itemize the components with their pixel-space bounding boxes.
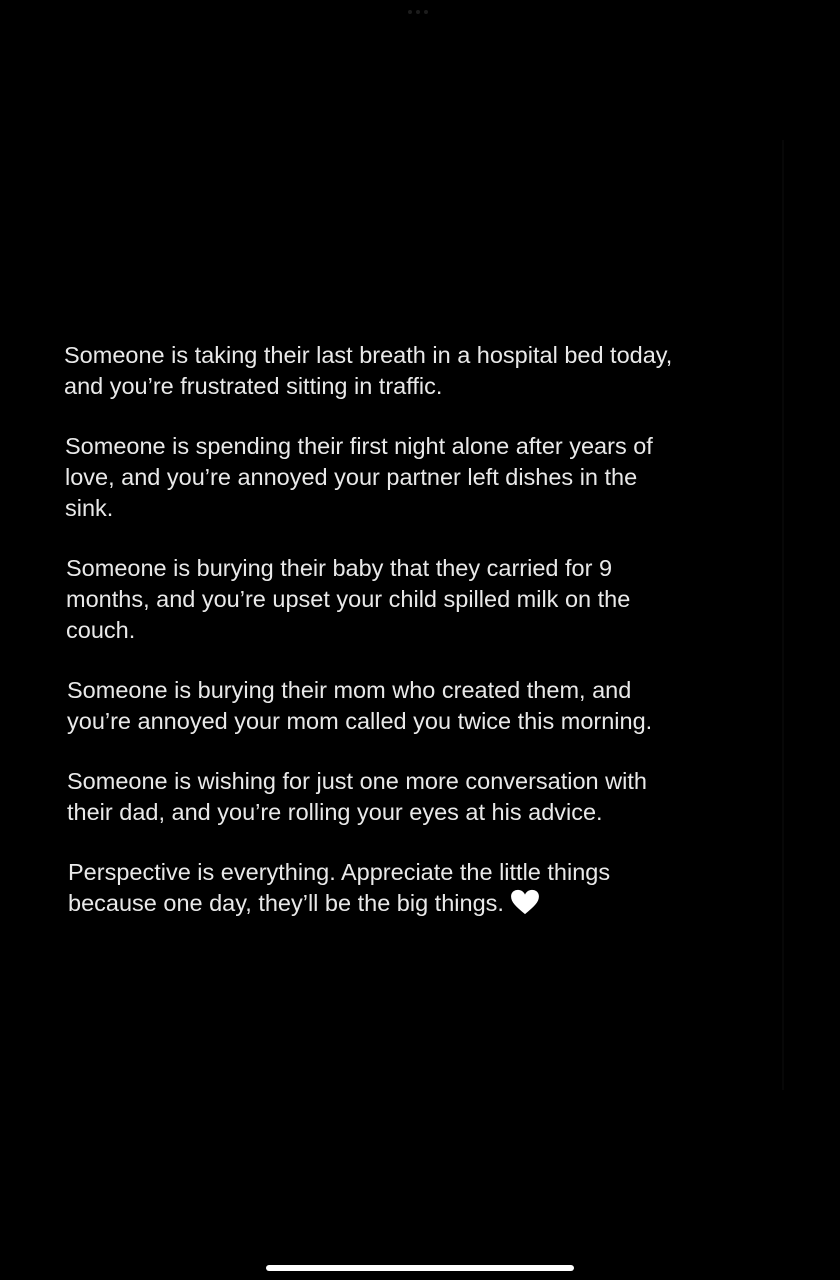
dot-icon xyxy=(416,10,420,14)
white-heart-icon xyxy=(510,889,540,915)
paragraph-hospital: Someone is taking their last breath in a hospital bed today, and you’re frustrated sitting in traffic. xyxy=(64,342,673,399)
perspective-text: Perspective is everything. Appreciate the little things because one day, they’ll be the big things. xyxy=(68,859,611,916)
paragraph-perspective xyxy=(68,857,764,919)
top-grabber-dots xyxy=(408,10,428,14)
screen-edge-divider xyxy=(782,140,784,1090)
paragraph-dad: Someone is wishing for just one more conversation with their dad, and you’re rolling your eyes at his advice. xyxy=(67,768,647,825)
home-indicator[interactable] xyxy=(266,1265,574,1271)
dot-icon xyxy=(424,10,428,14)
post-text xyxy=(64,340,764,919)
paragraph-first-night: Someone is spending their first night alone after years of love, and you’re annoyed your partner left dishes in the sink. xyxy=(65,433,653,521)
dot-icon xyxy=(408,10,412,14)
paragraph-mom: Someone is burying their mom who created them, and you’re annoyed your mom called you twice this morning. xyxy=(67,677,653,734)
paragraph-baby: Someone is burying their baby that they carried for 9 months, and you’re upset your child spilled milk on the couch. xyxy=(66,555,631,643)
